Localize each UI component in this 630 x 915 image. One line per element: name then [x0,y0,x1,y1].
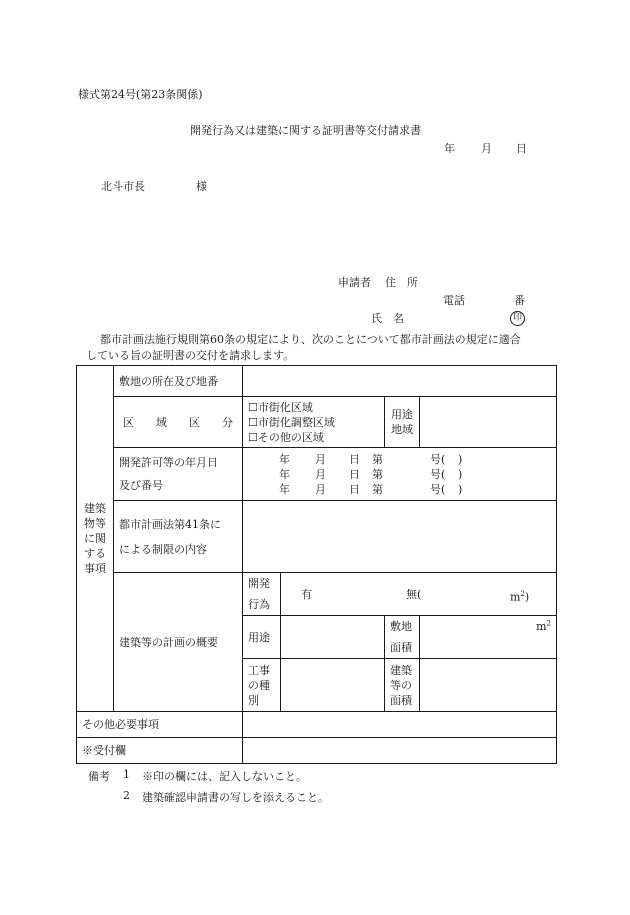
form-title: 開発行為又は建築に関する証明書等交付請求書 [190,124,421,137]
use-district-field[interactable] [420,397,557,448]
development-action-label: 開発 行為 [243,573,281,616]
note-1-number: 1 [123,768,130,781]
work-type-field[interactable] [281,659,385,712]
site-area-unit: $m^2$ [536,619,551,633]
work-type-label: 工事 の種 別 [243,659,281,712]
building-plan-summary-label: 建築等の計画の概要 [114,573,243,712]
dev-action-yes[interactable]: 有 [301,587,312,601]
building-matters-label: 建築 物等 に関 する 事項 [77,366,114,712]
zone-category-label: 区 域 区 分 [114,397,243,448]
site-area-field[interactable] [420,616,557,659]
use-field[interactable] [281,616,385,659]
reception-label: ※受付欄 [77,738,243,764]
zone-option-control[interactable]: ☐市街化調整区域 [248,415,335,429]
note-2-text: 建築確認申請書の写しを添えること。 [142,791,329,804]
applicant-address-label: 住 所 [385,276,418,289]
permit-row: 年 月 日 第 号( ) [279,482,463,496]
zone-options [243,397,385,448]
applicant-name-label: 氏 名 [371,312,404,325]
reception-field [243,738,557,764]
site-area-label: 敷地 面積 [385,616,420,659]
dev-action-no[interactable]: 無( [406,587,422,601]
permit-row: 年 月 日 第 号( ) [279,452,463,466]
applicant-phone-suffix: 番 [514,294,525,307]
date-day: 日 [516,142,527,155]
note-2-number: 2 [123,789,130,802]
other-matters-label: その他必要事項 [77,712,243,738]
addressee-name: 北斗市長 [101,180,145,193]
building-area-label: 建築 等の 面積 [385,659,420,712]
use-district-label: 用途 地域 [385,397,420,448]
applicant-label: 申請者 [338,276,371,289]
other-matters-field[interactable] [243,712,557,738]
permit-date-field[interactable] [243,448,557,501]
note-1-text: ※印の欄には、記入しないこと。 [142,770,307,783]
notes-label: 備考 [88,770,110,783]
date-year: 年 [444,142,455,155]
site-location-field[interactable] [243,366,557,397]
building-area-field[interactable] [420,659,557,712]
development-action-field[interactable] [281,573,557,616]
seal-mark: 印 [510,310,525,326]
use-label: 用途 [243,616,281,659]
permit-row: 年 月 日 第 号( ) [279,467,463,481]
addressee-honorific: 様 [196,180,207,193]
form-number: 様式第24号(第23条関係) [78,88,203,101]
site-location-label: 敷地の所在及び地番 [114,366,243,397]
request-form-table [76,365,557,764]
dev-action-unit: $m^2$) [510,589,530,604]
date-month: 月 [481,142,492,155]
permit-date-label: 開発許可等の年月日 及び番号 [114,448,243,501]
body-text-line2: している旨の証明書の交付を請求します。 [86,349,295,362]
applicant-phone-label: 電話 [443,294,465,307]
zone-option-other[interactable]: ☐その他の区域 [248,430,324,444]
article41-label: 都市計画法第41条に による制限の内容 [114,501,243,573]
zone-option-urbanization[interactable]: ☐市街化区域 [248,400,313,414]
article41-field[interactable] [243,501,557,573]
body-text-line1: 都市計画法施行規則第60条の規定により、次のことについて都市計画法の規定に適合 [100,333,521,346]
